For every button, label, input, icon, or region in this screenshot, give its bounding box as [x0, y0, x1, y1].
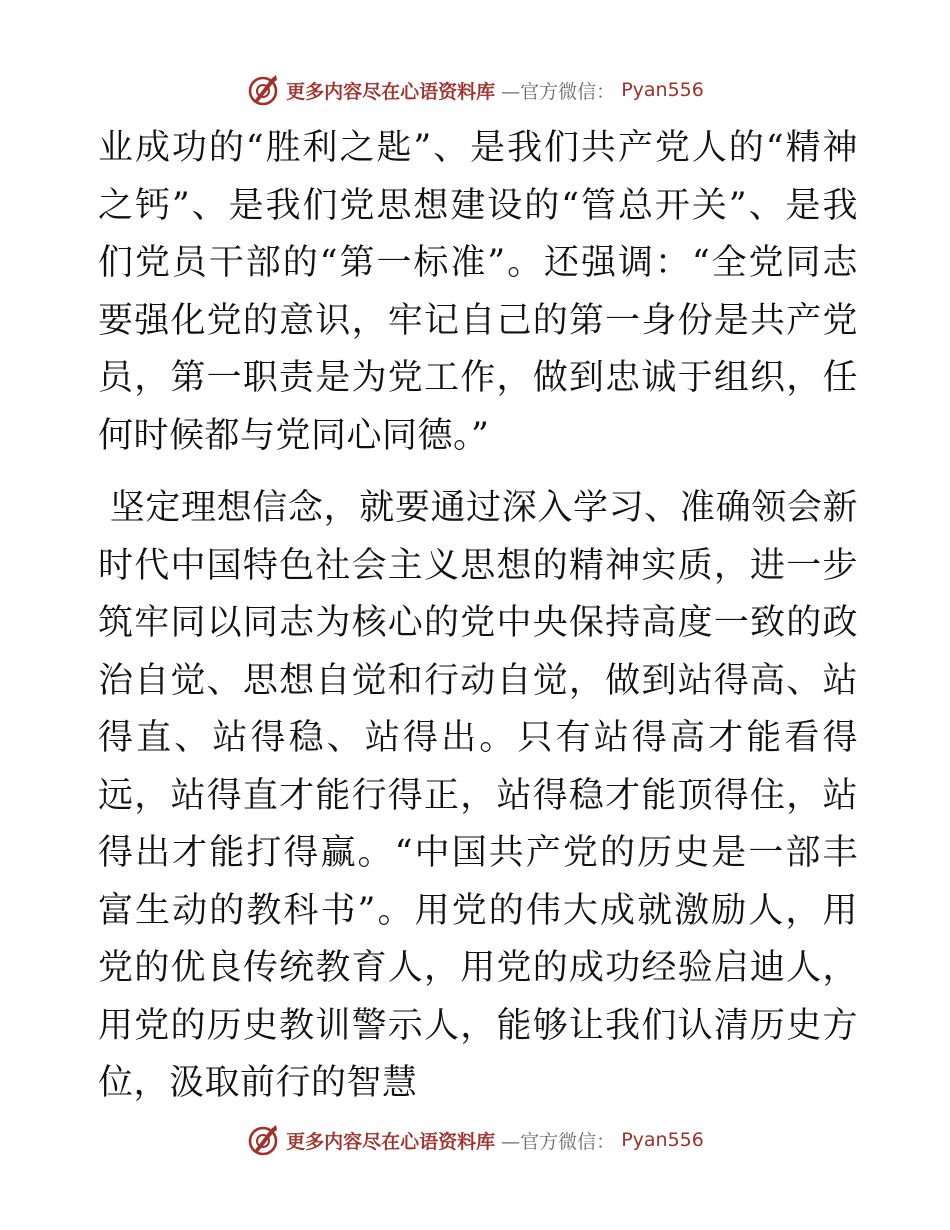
document-body	[98, 120, 858, 1113]
header-separator-text: —官方微信：	[501, 80, 616, 103]
footer-watermark-banner	[0, 1120, 950, 1160]
footer-site-text: 更多内容尽在心语资料库	[286, 1130, 496, 1153]
header-watermark-banner	[0, 70, 950, 110]
brand-logo-icon	[246, 1123, 280, 1157]
paragraph-2: 坚定理想信念，就要通过深入学习、准确领会新时代中国特色社会主义思想的精神实质，进一步筑牢同以同志为核心的党中央保持高度一致的政治自觉、思想自觉和行动自觉，做到站得高、站得直、站得稳、站得出。只有站得高才能看得远，站得直才能行得正，站得稳才能顶得住，站得出才能打得赢。“中国共产党的历史是一部丰富生动的教科书”。用党的伟大成就激励人，用党的优良传统教育人，用党的成功经验启迪人，用党的历史教训警示人，能够让我们认清历史方位，汲取前行的智慧	[98, 488, 858, 1103]
footer-separator-text: —官方微信：	[501, 1130, 616, 1153]
header-wechat-id: Pyan556	[621, 79, 704, 101]
paragraph-1: 业成功的“胜利之匙”、是我们共产党人的“精神之钙”、是我们党思想建设的“管总开关”、是我们党员干部的“第一标准”。还强调：“全党同志要强化党的意识，牢记自己的第一身份是共产党员，第一职责是为党工作，做到忠诚于组织，任何时候都与党同心同德。”	[98, 128, 858, 456]
footer-wechat-id: Pyan556	[621, 1129, 704, 1151]
header-site-text: 更多内容尽在心语资料库	[286, 80, 496, 103]
brand-logo-icon	[246, 73, 280, 107]
